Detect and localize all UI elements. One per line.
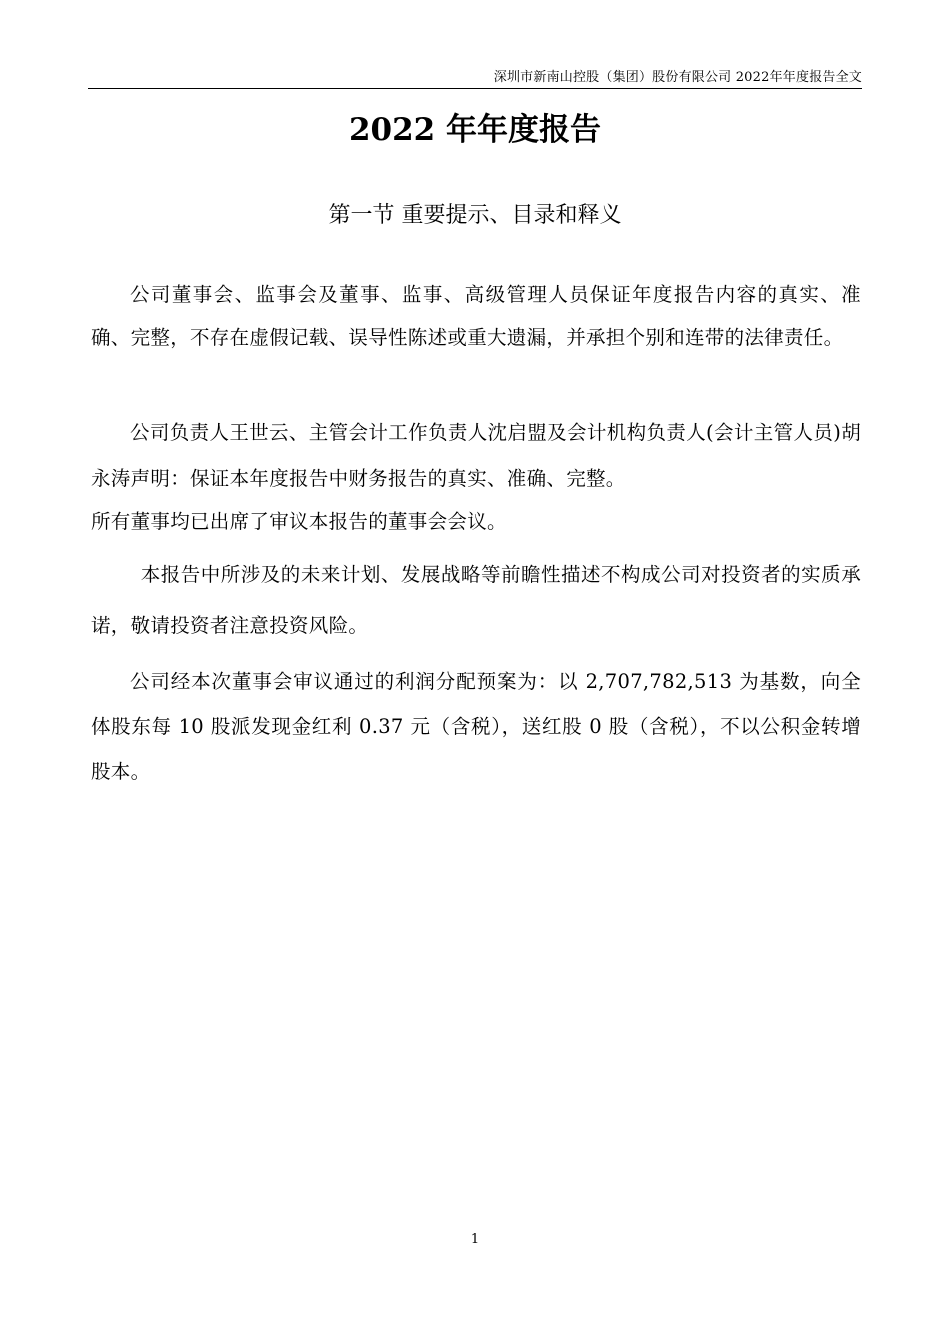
running-header: 深圳市新南山控股（集团）股份有限公司 2022年年度报告全文 xyxy=(493,70,862,85)
profit-distribution-plan: 公司经本次董事会审议通过的利润分配预案为：以 2,707,782,513 为基数，向全体股东每 10 股派发现金红利 0.37 元（含税），送红股 0 股（含税），不以公积金转增股本。 xyxy=(91,670,861,783)
board-guarantee-paragraph: 公司董事会、监事会及董事、监事、高级管理人员保证年度报告内容的真实、准确、完整，不存在虚假记载、误导性陈述或重大遗漏，并承担个别和连带的法律责任。 xyxy=(91,283,861,349)
directors-attendance-statement: 所有董事均已出席了审议本报告的董事会会议。 xyxy=(91,510,507,533)
forward-looking-disclaimer: 本报告中所涉及的未来计划、发展战略等前瞻性描述不构成公司对投资者的实质承诺，敬请投资者注意投资风险。 xyxy=(91,563,861,637)
section-title: 第一节 重要提示、目录和释义 xyxy=(328,203,622,228)
header-divider xyxy=(88,88,862,89)
page-number: 1 xyxy=(470,1232,480,1247)
responsible-persons-statement: 公司负责人王世云、主管会计工作负责人沈启盟及会计机构负责人(会计主管人员)胡永涛声明：保证本年度报告中财务报告的真实、准确、完整。 xyxy=(91,421,861,490)
report-title: 2022 年年度报告 xyxy=(348,112,602,148)
